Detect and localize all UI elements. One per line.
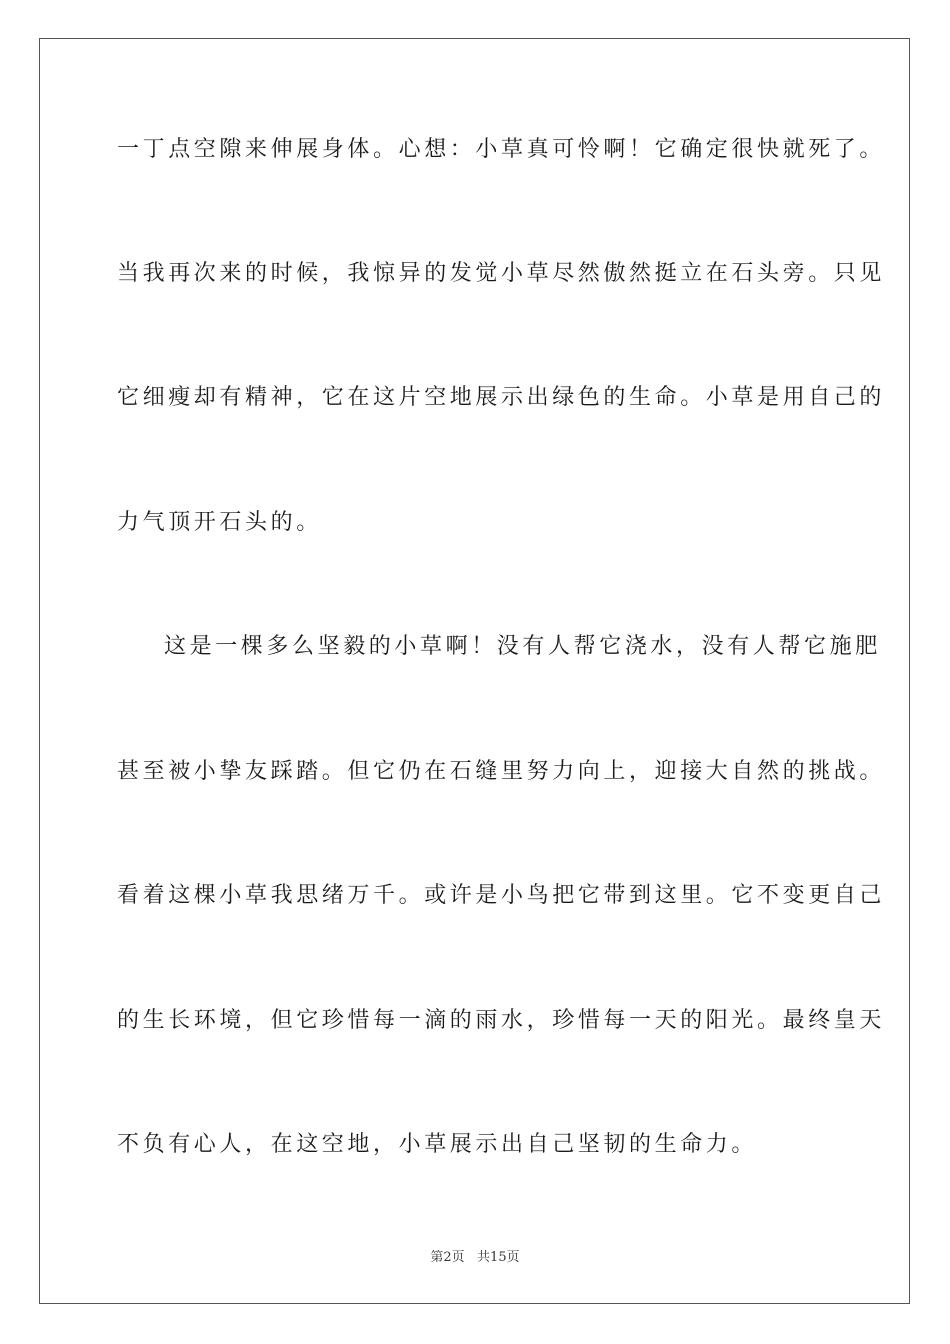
text-line-4: 力气顶开石头的。	[117, 510, 322, 535]
text-line-5-paragraph-start: 这是一棵多么坚毅的小草啊！没有人帮它浇水，没有人帮它施肥	[164, 634, 881, 659]
text-line-8: 的生长环境，但它珍惜每一滴的雨水，珍惜每一天的阳光。最终皇天	[117, 1008, 886, 1033]
text-line-1: 一丁点空隙来伸展身体。心想：小草真可怜啊！它确定很快就死了。	[117, 137, 886, 162]
text-line-9: 不负有心人，在这空地，小草展示出自己坚韧的生命力。	[117, 1132, 758, 1157]
text-line-2: 当我再次来的时候，我惊异的发觉小草尽然傲然挺立在石头旁。只见	[117, 261, 886, 286]
text-line-7: 看着这棵小草我思绪万千。或许是小鸟把它带到这里。它不变更自己	[117, 883, 886, 908]
page-border	[39, 38, 910, 1304]
text-line-3: 它细瘦却有精神，它在这片空地展示出绿色的生命。小草是用自己的	[117, 385, 886, 410]
page-number-footer: 第2页 共15页	[430, 1250, 520, 1265]
text-line-6: 甚至被小挚友踩踏。但它仍在石缝里努力向上，迎接大自然的挑战。	[117, 759, 886, 784]
